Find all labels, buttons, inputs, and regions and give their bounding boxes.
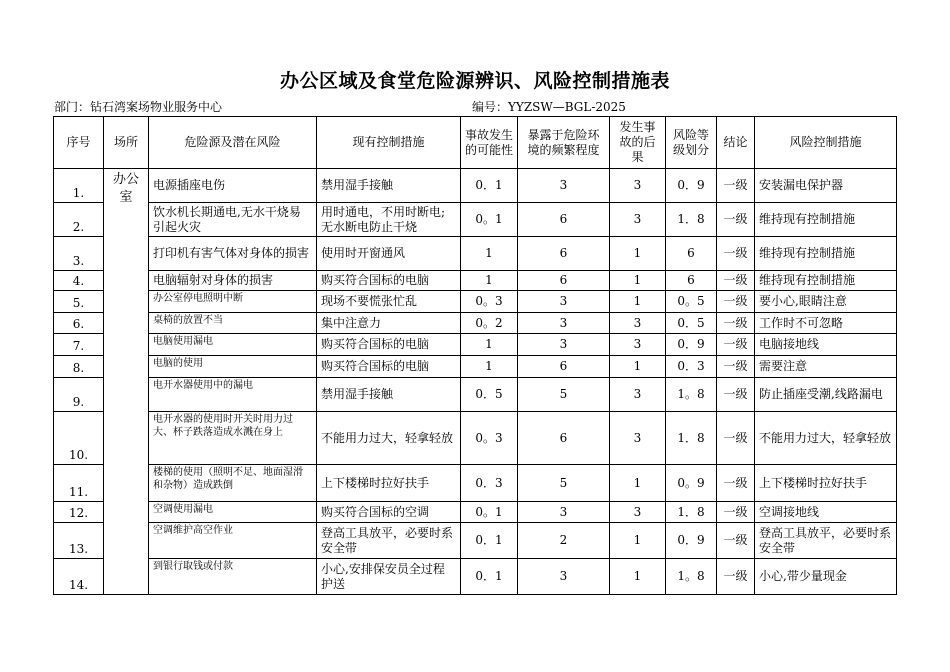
control-cell: 购买符合国标的空调 [317, 502, 461, 523]
control-cell: 购买符合国标的电脑 [317, 334, 461, 356]
conclusion-cell: 一级 [717, 271, 755, 291]
conclusion-cell: 一级 [717, 559, 755, 595]
row-no: 4. [54, 271, 104, 291]
header-hazard: 危险源及潜在风险 [149, 117, 317, 169]
risk-level-cell: 0．9 [666, 523, 717, 559]
header-row [54, 117, 897, 169]
hazard-cell: 电源插座电伤 [149, 169, 317, 203]
row-no: 9. [54, 378, 104, 412]
likelihood-cell: 1 [461, 356, 518, 378]
row-no: 10. [54, 412, 104, 465]
consequence-cell: 3 [610, 378, 666, 412]
likelihood-cell: 0．5 [461, 378, 518, 412]
hazard-cell: 电脑辐射对身体的损害 [149, 271, 317, 291]
row-no: 2. [54, 203, 104, 237]
conclusion-cell: 一级 [717, 465, 755, 502]
header-likelihood: 事故发生的可能性 [461, 117, 518, 169]
conclusion-cell: 一级 [717, 313, 755, 334]
conclusion-cell: 一级 [717, 412, 755, 465]
table-row [54, 559, 897, 595]
header-conclusion: 结论 [717, 117, 755, 169]
table-row [54, 237, 897, 271]
header-venue: 场所 [104, 117, 149, 169]
consequence-cell: 3 [610, 313, 666, 334]
page-title: 办公区域及食堂危险源辨识、风险控制措施表 [279, 70, 670, 92]
conclusion-cell: 一级 [717, 237, 755, 271]
header-risk-level: 风险等级划分 [666, 117, 717, 169]
conclusion-cell: 一级 [717, 502, 755, 523]
consequence-cell: 1 [610, 271, 666, 291]
header-exposure: 暴露于危险环境的频繁程度 [518, 117, 610, 169]
header-control: 现有控制措施 [317, 117, 461, 169]
row-no: 11. [54, 465, 104, 502]
likelihood-cell: 0．3 [461, 465, 518, 502]
venue-cell: 办公室 [104, 169, 149, 595]
exposure-cell: 3 [518, 169, 610, 203]
risk-level-cell: 0．3 [666, 356, 717, 378]
row-no: 12. [54, 502, 104, 523]
control-cell: 购买符合国标的电脑 [317, 356, 461, 378]
likelihood-cell: 0。2 [461, 313, 518, 334]
risk-control-table [53, 116, 897, 595]
header-no: 序号 [54, 117, 104, 169]
exposure-cell: 6 [518, 271, 610, 291]
conclusion-cell: 一级 [717, 378, 755, 412]
consequence-cell: 3 [610, 203, 666, 237]
header-measure: 风险控制措施 [755, 117, 897, 169]
exposure-cell: 5 [518, 465, 610, 502]
table-row [54, 203, 897, 237]
risk-level-cell: 1．8 [666, 502, 717, 523]
row-no: 13. [54, 523, 104, 559]
risk-level-cell: 0．9 [666, 334, 717, 356]
header-consequence: 发生事故的后果 [610, 117, 666, 169]
exposure-cell: 3 [518, 291, 610, 313]
consequence-cell: 3 [610, 169, 666, 203]
likelihood-cell: 0。1 [461, 203, 518, 237]
risk-level-cell: 0。5 [666, 291, 717, 313]
exposure-cell: 6 [518, 237, 610, 271]
row-no: 5. [54, 291, 104, 313]
row-no: 6. [54, 313, 104, 334]
exposure-cell: 6 [518, 356, 610, 378]
risk-level-cell: 1．8 [666, 203, 717, 237]
consequence-cell: 1 [610, 356, 666, 378]
table-row [54, 334, 897, 356]
row-no: 14. [54, 559, 104, 595]
likelihood-cell: 1 [461, 334, 518, 356]
measure-cell: 安装漏电保护器 [755, 169, 897, 203]
hazard-cell: 电脑的使用 [149, 356, 317, 378]
hazard-cell: 饮水机长期通电,无水干烧易引起火灾 [149, 203, 317, 237]
consequence-cell: 1 [610, 523, 666, 559]
likelihood-cell: 0。1 [461, 502, 518, 523]
hazard-cell: 空调使用漏电 [149, 502, 317, 523]
likelihood-cell: 0．1 [461, 523, 518, 559]
exposure-cell: 3 [518, 502, 610, 523]
likelihood-cell: 0．1 [461, 169, 518, 203]
control-cell: 登高工具放平，必要时系安全带 [317, 523, 461, 559]
department-label: 部门：钻石湾案场物业服务中心 [54, 100, 223, 114]
exposure-cell: 3 [518, 334, 610, 356]
measure-cell: 要小心,眼睛注意 [755, 291, 897, 313]
measure-cell: 需要注意 [755, 356, 897, 378]
control-cell: 小心,安排保安员全过程护送 [317, 559, 461, 595]
hazard-cell: 办公室停电照明中断 [149, 291, 317, 313]
risk-level-cell: 0．9 [666, 169, 717, 203]
table-row [54, 412, 897, 465]
control-cell: 使用时开窗通风 [317, 237, 461, 271]
measure-cell: 小心,带少量现金 [755, 559, 897, 595]
table-row [54, 356, 897, 378]
consequence-cell: 1 [610, 291, 666, 313]
measure-cell: 电脑接地线 [755, 334, 897, 356]
hazard-cell: 桌椅的放置不当 [149, 313, 317, 334]
measure-cell: 维持现有控制措施 [755, 203, 897, 237]
consequence-cell: 1 [610, 465, 666, 502]
table-row [54, 378, 897, 412]
control-cell: 购买符合国标的电脑 [317, 271, 461, 291]
measure-cell: 工作时不可忽略 [755, 313, 897, 334]
row-no: 8. [54, 356, 104, 378]
measure-cell: 空调接地线 [755, 502, 897, 523]
control-cell: 禁用湿手接触 [317, 378, 461, 412]
control-cell: 现场不要慌张忙乱 [317, 291, 461, 313]
measure-cell: 上下楼梯时拉好扶手 [755, 465, 897, 502]
control-cell: 集中注意力 [317, 313, 461, 334]
exposure-cell: 6 [518, 412, 610, 465]
risk-level-cell: 1．8 [666, 412, 717, 465]
risk-level-cell: 6 [666, 271, 717, 291]
hazard-cell: 到银行取钱或付款 [149, 559, 317, 595]
consequence-cell: 1 [610, 559, 666, 595]
likelihood-cell: 1 [461, 271, 518, 291]
exposure-cell: 3 [518, 559, 610, 595]
measure-cell: 维持现有控制措施 [755, 271, 897, 291]
consequence-cell: 3 [610, 334, 666, 356]
conclusion-cell: 一级 [717, 203, 755, 237]
conclusion-cell: 一级 [717, 291, 755, 313]
exposure-cell: 2 [518, 523, 610, 559]
row-no: 3. [54, 237, 104, 271]
hazard-cell: 打印机有害气体对身体的损害 [149, 237, 317, 271]
table-row [54, 523, 897, 559]
conclusion-cell: 一级 [717, 334, 755, 356]
exposure-cell: 6 [518, 203, 610, 237]
exposure-cell: 5 [518, 378, 610, 412]
likelihood-cell: 0．1 [461, 559, 518, 595]
control-cell: 用时通电，不用时断电;无水断电防止干烧 [317, 203, 461, 237]
conclusion-cell: 一级 [717, 169, 755, 203]
likelihood-cell: 1 [461, 237, 518, 271]
hazard-cell: 电脑使用漏电 [149, 334, 317, 356]
table-row [54, 465, 897, 502]
measure-cell: 维持现有控制措施 [755, 237, 897, 271]
likelihood-cell: 0。3 [461, 291, 518, 313]
control-cell: 上下楼梯时拉好扶手 [317, 465, 461, 502]
risk-level-cell: 1。8 [666, 378, 717, 412]
risk-level-cell: 1。8 [666, 559, 717, 595]
control-cell: 禁用湿手接触 [317, 169, 461, 203]
risk-level-cell: 0．5 [666, 313, 717, 334]
hazard-cell: 楼梯的使用（照明不足、地面湿滑和杂物）造成跌倒 [149, 465, 317, 502]
table-row [54, 169, 897, 203]
risk-level-cell: 6 [666, 237, 717, 271]
measure-cell: 不能用力过大，轻拿轻放 [755, 412, 897, 465]
exposure-cell: 3 [518, 313, 610, 334]
consequence-cell: 3 [610, 502, 666, 523]
control-cell: 不能用力过大，轻拿轻放 [317, 412, 461, 465]
conclusion-cell: 一级 [717, 356, 755, 378]
hazard-cell: 电开水器使用中的漏电 [149, 378, 317, 412]
table-row [54, 313, 897, 334]
table-row [54, 271, 897, 291]
risk-level-cell: 0。9 [666, 465, 717, 502]
conclusion-cell: 一级 [717, 523, 755, 559]
document-code: 编号：YYZSW—BGL-2025 [472, 100, 626, 114]
measure-cell: 防止插座受潮,线路漏电 [755, 378, 897, 412]
measure-cell: 登高工具放平，必要时系安全带 [755, 523, 897, 559]
table-row [54, 291, 897, 313]
hazard-cell: 电开水器的使用时开关时用力过大、杯子跌落造成水溅在身上 [149, 412, 317, 465]
consequence-cell: 3 [610, 412, 666, 465]
table-row [54, 502, 897, 523]
row-no: 7. [54, 334, 104, 356]
row-no: 1. [54, 169, 104, 203]
likelihood-cell: 0。3 [461, 412, 518, 465]
hazard-cell: 空调维护高空作业 [149, 523, 317, 559]
consequence-cell: 1 [610, 237, 666, 271]
